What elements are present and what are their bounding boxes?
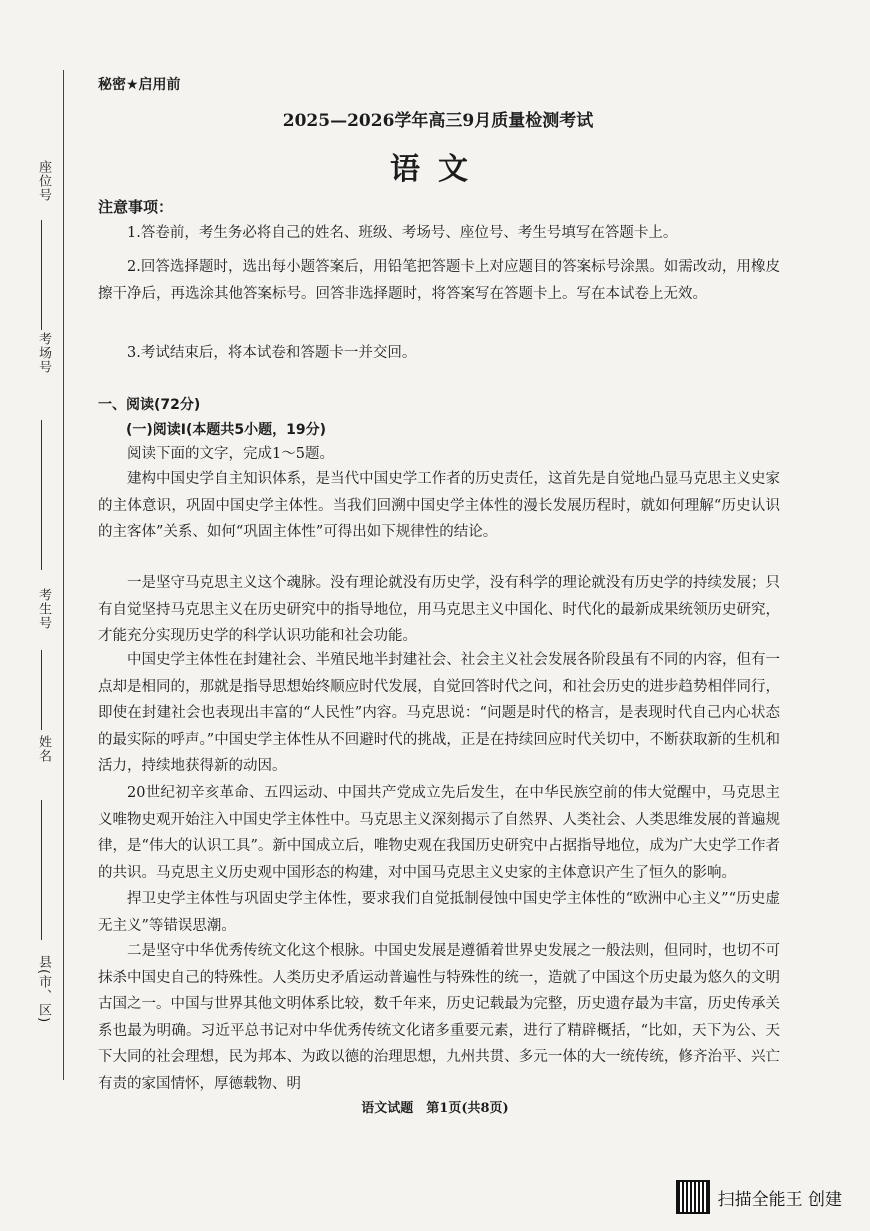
body-paragraph: 中国史学主体性在封建社会、半殖民地半封建社会、社会主义社会发展各阶段虽有不同的内容，但有一点却是相同的，那就是指导思想始终顺应时代发展，自觉回答时代之问，和社会历史的进步趋势相伴同行，即使在封建社会也表现出丰富的“人民性”内容。马克思说：“问题是时代的格言，是表现时代自己内心状态的最实际的呼声。”中国史学主体性从不回避时代的挑战，正是在持续回应时代关切中，不断获取新的生机和活力，持续地获得新的动因。	[98, 652, 781, 774]
room-blank	[41, 420, 42, 570]
page-footer: 语文试题 第1页(共8页)	[361, 1101, 509, 1116]
secret-mark: 秘密★启用前	[98, 77, 181, 93]
body-paragraph: 二是坚守中华优秀传统文化这个根脉。中国史发展是遵循着世界史发展之一般法则，但同时，也切不可抹杀中国史自己的特殊性。人类历史矛盾运动普遍性与特殊性的统一，造就了中国这个历史最为悠久的文明古国之一。中国与世界其他文明体系比较，数千年来，历史记载最为完整，历史遗存最为丰富，历史传承关系也最为明确。习近平总书记对中华优秀传统文化诸多重要元素，进行了精辟概括，“比如，天下为公、天下大同的社会理想，民为邦本、为政以德的治理思想，九州共贯、多元一体的大一统传统，修齐治平、兴亡有责的家国情怀，厚德载物、明	[98, 943, 780, 1092]
body-paragraph: 捍卫史学主体性与巩固史学主体性，要求我们自觉抵制侵蚀中国史学主体性的“欧洲中心主义”“历史虚无主义”等错误思潮。	[98, 891, 780, 934]
scanner-text: 扫描全能王 创建	[717, 1189, 842, 1210]
scanner-watermark	[676, 1180, 842, 1214]
body-paragraph: 20世纪初辛亥革命、五四运动、中国共产党成立先后发生，在中华民族空前的伟大觉醒中，马克思主义唯物史观开始注入中国史学主体性中。马克思主义深刻揭示了自然界、人类社会、人类思维发展的普遍规律，是“伟大的认识工具”。新中国成立后，唯物史观在我国历史研究中占据指导地位，成为广大史学工作者的共识。马克思主义历史观中国形态的构建，对中国马克思主义史家的主体意识产生了恒久的影响。	[98, 785, 780, 881]
name-blank	[41, 800, 42, 940]
subsection-heading: (一)阅读Ⅰ(本题共5小题，19分)	[126, 422, 327, 438]
note-1: 1.答卷前，考生务必将自己的姓名、班级、考场号、座位号、考生号填写在答题卡上。	[127, 225, 678, 241]
qr-code-icon	[676, 1180, 710, 1214]
body-paragraph: 建构中国史学自主知识体系，是当代中国史学工作者的历史责任，这首先是自觉地凸显马克思主义史家的主体意识，巩固中国史学主体性。当我们回溯中国史学主体性的漫长发展历程时，就如何理解“历史认识的主客体”关系、如何“巩固主体性”可得出如下规律性的结论。	[98, 471, 780, 540]
county-label: 县(市、区)	[36, 955, 51, 1024]
room-label: 考场号	[36, 332, 51, 374]
binding-line	[63, 70, 64, 1080]
exam-title: 2025—2026学年高三9月质量检测考试	[282, 111, 594, 131]
subject-title: 语文	[390, 152, 486, 187]
seat-label: 座位号	[36, 160, 51, 202]
exam-no-label: 考生号	[36, 588, 51, 630]
note-3: 3.考试结束后，将本试卷和答题卡一并交回。	[127, 345, 417, 361]
exam-no-blank	[41, 650, 42, 730]
name-label: 姓名	[36, 735, 51, 763]
note-2: 2.回答选择题时，选出每小题答案后，用铅笔把答题卡上对应题目的答案标号涂黑。如需改动，用橡皮擦干净后，再选涂其他答案标号。回答非选择题时，将答案写在答题卡上。写在本试卷上无效。	[98, 259, 780, 302]
seat-blank	[41, 220, 42, 330]
notes-heading: 注意事项：	[98, 198, 174, 216]
section-heading: 一、阅读(72分)	[98, 397, 201, 413]
instruction: 阅读下面的文字，完成1～5题。	[127, 446, 334, 462]
body-paragraph: 一是坚守马克思主义这个魂脉。没有理论就没有历史学，没有科学的理论就没有历史学的持续发展；只有自觉坚持马克思主义在历史研究中的指导地位，用马克思主义中国化、时代化的最新成果统领历史研究，才能充分实现历史学的科学认识功能和社会功能。	[98, 575, 780, 644]
